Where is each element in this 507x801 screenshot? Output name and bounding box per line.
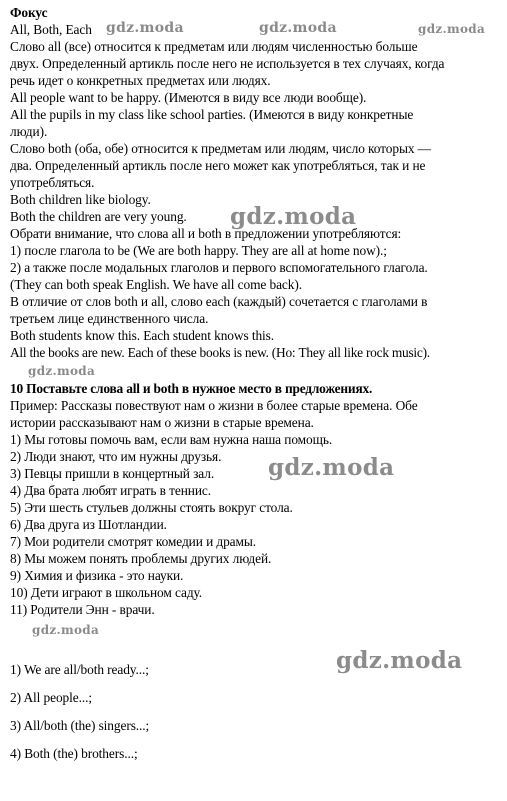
exercise-item: 10) Дети играют в школьном саду. bbox=[10, 585, 203, 600]
example-line: All the books are new. Each of these books is new. (Но: They all like rock music). bbox=[10, 345, 430, 360]
text-line: В отличие от слов both и all, слово each (каждый) сочетается с глаголами в bbox=[10, 294, 428, 309]
answer-line: 4) Both (the) brothers...; bbox=[10, 746, 138, 761]
watermark: gdz.moda bbox=[268, 454, 395, 481]
example-line: Both children like biology. bbox=[10, 192, 151, 207]
example-line: Both the children are very young. bbox=[10, 209, 187, 224]
rule-line: 2) а также после модальных глаголов и первого вспомогательного глагола. bbox=[10, 260, 428, 275]
text-line: два. Определенный артикль после него может как употребляться, так и не bbox=[10, 158, 426, 173]
exercise-item: 1) Мы готовы помочь вам, если вам нужна наша помощь. bbox=[10, 432, 333, 447]
text-line: Слово both (оба, обе) относится к предметам или людям, число которых — bbox=[10, 141, 431, 156]
topic-title: All, Both, Each bbox=[10, 22, 92, 37]
watermark: gdz.moda bbox=[418, 22, 486, 36]
watermark: gdz.moda bbox=[28, 364, 96, 378]
example-line: люди). bbox=[10, 124, 48, 139]
answer-line: 1) We are all/both ready...; bbox=[10, 662, 149, 677]
exercise-item: 3) Певцы пришли в концертный зал. bbox=[10, 466, 215, 481]
watermark: gdz.moda bbox=[259, 20, 337, 36]
exercise-line: истории рассказывают нам о жизни в старые времена. bbox=[10, 415, 314, 430]
exercise-item: 9) Химия и физика - это науки. bbox=[10, 568, 184, 583]
text-line: Обрати внимание, что слова all и both в предложении употребляются: bbox=[10, 226, 402, 241]
watermark: gdz.moda bbox=[230, 203, 357, 230]
answer-line: 3) All/both (the) singers...; bbox=[10, 718, 150, 733]
example-line: Both students know this. Each student knows this. bbox=[10, 328, 275, 343]
exercise-item: 2) Люди знают, что им нужны друзья. bbox=[10, 449, 222, 464]
text-line: третьем лице единственного числа. bbox=[10, 311, 209, 326]
text-line: употребляться. bbox=[10, 175, 95, 190]
exercise-item: 5) Эти шесть стульев должны стоять вокруг стола. bbox=[10, 500, 293, 515]
exercise-item: 8) Мы можем понять проблемы других людей. bbox=[10, 551, 272, 566]
example-line: All people want to be happy. (Имеются в виду все люди вообще). bbox=[10, 90, 367, 105]
exercise-heading: 10 Поставьте слова all и both в нужное место в предложениях. bbox=[10, 381, 373, 396]
exercise-line: Пример: Рассказы повествуют нам о жизни в более старые времена. Обе bbox=[10, 398, 418, 413]
exercise-item: 6) Два друга из Шотландии. bbox=[10, 517, 167, 532]
text-line: двух. Определенный артикль после него не используется в тех случаях, когда bbox=[10, 56, 445, 71]
watermark: gdz.moda bbox=[336, 647, 463, 674]
example-line: All the pupils in my class like school parties. (Имеются в виду конкретные bbox=[10, 107, 414, 122]
text-line: речь идет о конкретных предметах или людях. bbox=[10, 73, 271, 88]
exercise-item: 7) Мои родители смотрят комедии и драмы. bbox=[10, 534, 257, 549]
watermark: gdz.moda bbox=[106, 20, 184, 36]
text-line: Слово all (все) относится к предметам или людям численностью больше bbox=[10, 39, 418, 54]
section-heading-focus: Фокус bbox=[10, 5, 48, 20]
rule-line: (They can both speak English. We have all come back). bbox=[10, 277, 302, 292]
exercise-item: 4) Два брата любят играть в теннис. bbox=[10, 483, 212, 498]
exercise-item: 11) Родители Энн - врачи. bbox=[10, 602, 155, 617]
answer-line: 2) All people...; bbox=[10, 690, 92, 705]
rule-line: 1) после глагола to be (We are both happy. They are all at home now).; bbox=[10, 243, 387, 258]
watermark: gdz.moda bbox=[32, 623, 100, 637]
